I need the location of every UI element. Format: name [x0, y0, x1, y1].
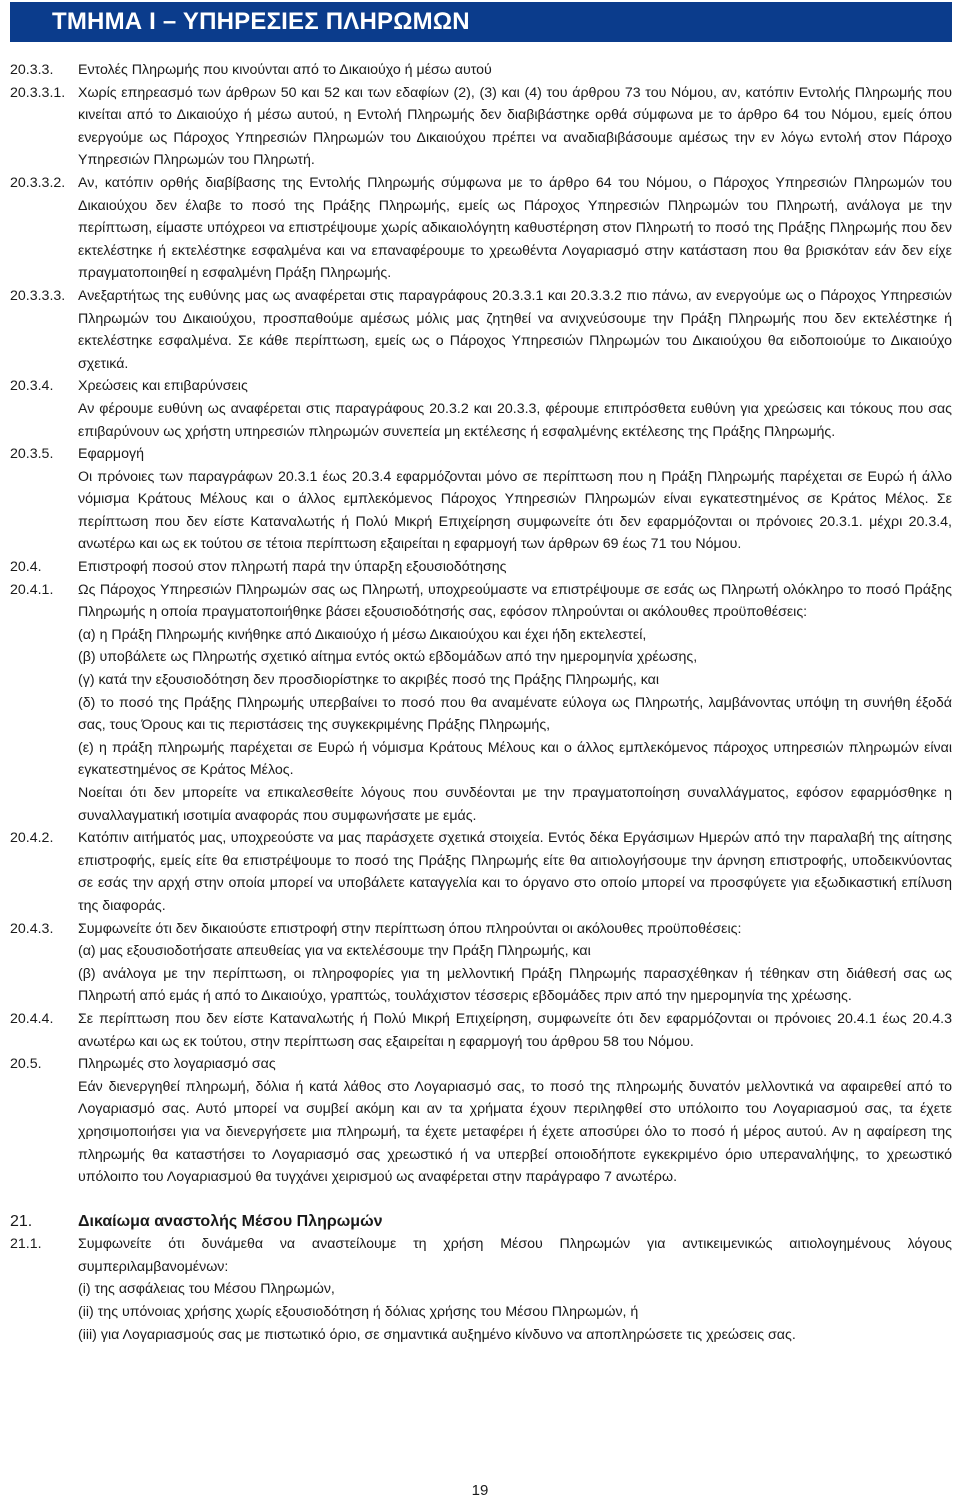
clause-text: [78, 556, 952, 579]
clause-number: 20.4.3.: [10, 920, 54, 937]
clause-paragraph: Εντολές Πληρωμής που κινούνται από το Δικαιούχο ή μέσω αυτού: [78, 62, 492, 78]
clause-paragraph: (β) υποβάλετε ως Πληρωτής σχετικό αίτημα εντός οκτώ εβδομάδων από την ημερομηνία χρέωσης,: [78, 649, 698, 666]
clause-paragraph: Ως Πάροχος Υπηρεσιών Πληρωμών σας ως Πληρωτή, υποχρεούμαστε να επιστρέψουμε σε εσάς ως Πληρωτή ολόκληρο το ποσό Πράξης Πληρωμής η οποία πραγματοποιήθηκε βάσει εξουσιοδότησής σας, εφόσον πληρούνται οι ακόλουθες προϋποθέσεις:: [78, 581, 952, 621]
section-title: ΤΜΗΜΑ Ι – ΥΠΗΡΕΣΙΕΣ ΠΛΗΡΩΜΩΝ: [52, 8, 470, 35]
clause-paragraph: (γ) κατά την εξουσιοδότηση δεν προσδιορίστηκε το ακριβές ποσό της Πράξης Πληρωμής, και: [78, 672, 659, 689]
clause-paragraph: (β) ανάλογα με την περίπτωση, οι πληροφορίες για τη μελλοντική Πράξη Πληρωμής παρασχέθηκαν ή τέθηκαν στη διάθεσή σας ως Πληρωτή από εμάς ή από το Δικαιούχο, γραπτώς, τουλάχιστον τέσσερις εβδομάδες πριν από την ημερομηνία της χρέωσης.: [78, 965, 952, 1005]
clause-paragraph: (ii) της υπόνοιας χρήσης χωρίς εξουσιοδότηση ή δόλιας χρήσης του Μέσου Πληρωμών, ή: [78, 1304, 639, 1321]
clause-number: 20.3.4.: [10, 378, 54, 395]
section-header-banner: [10, 2, 952, 42]
clause-text: [78, 172, 952, 285]
clause-paragraph: (α) η Πράξη Πληρωμής κινήθηκε από Δικαιούχο ή μέσω Δικαιούχου και έχει ήδη εκτελεστεί,: [78, 626, 647, 643]
clause: [10, 172, 952, 285]
clause-paragraph: Εάν διενεργηθεί πληρωμή, δόλια ή κατά λάθος στο Λογαριασμό σας, το ποσό της πληρωμής δυνατόν μελλοντικά να αφαιρεθεί από το Λογαριασμό σας. Αυτό μπορεί να συμβεί ακόμη και αν τα χρήματα έχουν περιληφθεί στο υπόλοιπο του Λογαριασμού σας, τα έχετε χρησιμοποιήσει για να διενεργήσετε μια πληρωμή, τα έχετε μεταφέρει ή έχετε αποσύρει όλο το ποσό ή μέρος αυτού. Αν η αφαίρεση της πληρωμής θα καταστήσει το Λογαριασμό σας χρεωστικό ή να υπερβεί οποιοδήποτε εγκεκριμένο όριο υπεραναλήψης, το χρεωστικό υπόλοιπο του Λογαριασμού θα τυγχάνει χειρισμού ως αναφέρεται στην παράγραφο 7 ανωτέρω.: [78, 1078, 952, 1186]
clause-paragraph: (i) της ασφάλειας του Μέσου Πληρωμών,: [78, 1281, 335, 1298]
clause-paragraph: Νοείται ότι δεν μπορείτε να επικαλεσθείτε λόγους που συνδέονται με την πραγματοποίηση συναλλάγματος, εφόσον εφαρμόσθηκε η συναλλαγματική ισοτιμία αναφοράς που συμφωνήσατε με εμάς.: [78, 785, 952, 824]
clause-number: 20.3.5.: [10, 446, 54, 463]
clause: [10, 1008, 952, 1053]
document-body: [10, 59, 952, 1346]
clause-paragraph: Χρεώσεις και επιβαρύνσεις: [78, 378, 248, 395]
clause-paragraph: Κατόπιν αιτήματός μας, υποχρεούστε να μας παράσχετε σχετικά στοιχεία. Εντός δέκα Εργάσιμων Ημερών από την παραλαβή της αίτησης επιστροφής, εμείς είτε θα επιστρέψουμε το ποσό της Πράξης Πληρωμής είτε θα αιτιολογήσουμε την άρνηση επιστροφής, υποδεικνύοντας σε εσάς την αρχή στην οποία μπορεί να υποβάλετε καταγγελία και το όργανο στο οποίο μπορεί να προσφύγετε για εξωδικαστική επίλυση της διαφοράς.: [78, 830, 952, 914]
section-21-heading: [10, 1211, 952, 1234]
clause: [10, 375, 952, 443]
clause: [10, 1233, 952, 1346]
clause: [10, 579, 952, 828]
clause-paragraph: (α) μας εξουσιοδοτήσατε απευθείας για να εκτελέσουμε την Πράξη Πληρωμής, και: [78, 943, 591, 960]
clause-paragraph: Οι πρόνοιες των παραγράφων 20.3.1 έως 20.3.4 εφαρμόζονται μόνο σε περίπτωση που η Πράξη Πληρωμής παρέχεται σε Ευρώ ή άλλο νόμισμα Κράτους Μέλους και ο άλλος εμπλεκόμενος Πάροχος Υπηρεσιών Πληρωμών είναι εγκατεστημένος σε Κράτος Μέλος. Σε περίπτωση που δεν είστε Καταναλωτής ή Πολύ Μικρή Επιχείρηση συμφωνείτε ότι δεν εφαρμόζονται οι πρόνοιες 20.3.1. μέχρι 20.3.4, ανωτέρω και ως εκ τούτου σε τέτοια περίπτωση εξαιρείται η εφαρμογή των άρθρων 69 έως 71 του Νόμου.: [78, 468, 952, 553]
clause-paragraph: Ανεξαρτήτως της ευθύνης μας ως αναφέρεται στις παραγράφους 20.3.3.1 και 20.3.3.2 πιο πάνω, αν ενεργούμε ως ο Πάροχος Υπηρεσιών Πληρωμών του Δικαιούχου, προσπαθούμε αμέσως μόλις μας ζητηθεί να ανιχνεύσουμε την Πράξη Πληρωμής που δεν εκτελέστηκε ή εκτελέστηκε εσφαλμένα. Σε κάθε περίπτωση, εμείς ως ο Πάροχος Υπηρεσιών Πληρωμών του Δικαιούχου θα ειδοποιούμε το Δικαιούχο σχετικά.: [78, 287, 952, 372]
clause: [10, 285, 952, 375]
section-number: 21.: [10, 1212, 33, 1230]
clause-number: 20.4.4.: [10, 1010, 54, 1027]
clause: [10, 556, 952, 579]
clause-number: 20.4.: [10, 559, 42, 576]
clause-number: 21.1.: [10, 1236, 42, 1253]
clause: [10, 827, 952, 917]
clause-paragraph: Επιστροφή ποσού στον πληρωτή παρά την ύπαρξη εξουσιοδότησης: [78, 559, 507, 576]
page-number: 19: [471, 1482, 489, 1499]
clause-paragraph: Συμφωνείτε ότι δυνάμεθα να αναστείλουμε τη χρήση Μέσου Πληρωμών για αντικειμενικώς αιτιολογημένους λόγους συμπεριλαμβανομένων:: [78, 1236, 952, 1275]
clause-text: [78, 375, 952, 443]
clause-number: 20.3.3.: [10, 62, 54, 78]
clause-text: [78, 285, 952, 375]
clause-text: [78, 1008, 952, 1053]
clause-paragraph: Αν φέρουμε ευθύνη ως αναφέρεται στις παραγράφους 20.3.2 και 20.3.3, φέρουμε επιπρόσθετα ευθύνη για χρεώσεις και τόκους που σας επιβαρύνουν ως χρήστη υπηρεσιών πληρωμών συνεπεία μη εκτέλεσης ή εσφαλμένης εκτέλεσης της Πράξης Πληρωμής.: [78, 400, 952, 440]
clause-number: 20.4.1.: [10, 581, 54, 598]
clause: [10, 82, 952, 172]
clause-paragraph: Συμφωνείτε ότι δεν δικαιούστε επιστροφή στην περίπτωση όπου πληρούνται οι ακόλουθες προϋποθέσεις:: [78, 920, 742, 937]
clause-text: [78, 918, 952, 1008]
clause-paragraph: (ε) η πράξη πληρωμής παρέχεται σε Ευρώ ή νόμισμα Κράτους Μέλους και ο άλλος εμπλεκόμενος πάροχος υπηρεσιών πληρωμών είναι εγκατεστημένος σε Κράτος Μέλος.: [78, 739, 952, 779]
clause-paragraph: (iii) για Λογαριασμούς σας με πιστωτικό όριο, σε σημαντικά αυξημένο κίνδυνο να αποπληρώσετε τις χρεώσεις σας.: [78, 1326, 796, 1343]
clause: [10, 1053, 952, 1189]
clause-paragraph: Σε περίπτωση που δεν είστε Καταναλωτής ή Πολύ Μικρή Επιχείρηση, συμφωνείτε ότι δεν εφαρμόζονται οι πρόνοιες 20.4.1 έως 20.4.3 ανωτέρω και ως εκ τούτου, στην περίπτωση σας εξαιρείται η εφαρμογή του άρθρου 58 του Νόμου.: [78, 1010, 952, 1050]
clause: [10, 59, 952, 82]
clause-number: 20.4.2.: [10, 830, 54, 847]
clause-number: 20.5.: [10, 1056, 42, 1073]
clause-number: 20.3.3.1.: [10, 84, 66, 101]
section-heading-text: Δικαίωμα αναστολής Μέσου Πληρωμών: [78, 1212, 383, 1230]
clause-number: 20.3.3.3.: [10, 287, 66, 304]
clause-paragraph: Χωρίς επηρεασμό των άρθρων 50 και 52 και των εδαφίων (2), (3) και (4) του άρθρου 73 του Νόμου, αν, κατόπιν Εντολής Πληρωμής που κινείται από το Δικαιούχο ή μέσω αυτού, η Εντολή Πληρωμής δεν διαβιβάστηκε ορθά σύμφωνα με το άρθρο 64 του Νόμου, εμείς όπου ενεργούμε ως Πάροχος Υπηρεσιών Πληρωμών του Δικαιούχου πρέπει να αναδιαβιβάσουμε αμέσως την εν λόγω εντολή στον Πάροχο Υπηρεσιών Πληρωμών του Πληρωτή.: [78, 84, 952, 169]
clause-text: [78, 443, 952, 556]
clause-text: [78, 1233, 952, 1346]
clause-text: [78, 1053, 952, 1189]
clause: [10, 918, 952, 1008]
clause-paragraph: (δ) το ποσό της Πράξης Πληρωμής υπερβαίνει το ποσό που θα αναμένατε εύλογα ως Πληρωτής, λαμβάνοντας υπόψη τη συνήθη έξοδά σας, τους Όρους και τις περιστάσεις της συγκεκριμένης Πράξης Πληρωμής,: [78, 694, 952, 734]
clause-text: [78, 82, 952, 172]
clause-paragraph: Πληρωμές στο λογαριασμό σας: [78, 1056, 276, 1073]
clause-number: 20.3.3.2.: [10, 174, 66, 191]
clause-text: [78, 827, 952, 917]
clause-text: [78, 59, 952, 82]
clause-paragraph: Αν, κατόπιν ορθής διαβίβασης της Εντολής Πληρωμής σύμφωνα με το άρθρο 64 του Νόμου, ο Πάροχος Υπηρεσιών Πληρωμών του Δικαιούχου δεν έλαβε το ποσό της Πράξης Πληρωμής, εμείς ως Πάροχος Υπηρεσιών Πληρωμών του Πληρωτή, ανάλογα με την περίπτωση, είμαστε υπόχρεοι να επιστρέψουμε χωρίς αδικαιολόγητη καθυστέρηση στον Πληρωτή το ποσό της Πράξης Πληρωμής που δεν εκτελέστηκε ή εκτελέστηκε εσφαλμένα και να επαναφέρουμε το χρεωθέντα Λογαριασμό στην κατάσταση που θα βρισκόταν εάν δεν είχε πραγματοποιηθεί η εσφαλμένη Πράξη Πληρωμής.: [78, 174, 952, 282]
clause-paragraph: Εφαρμογή: [78, 446, 144, 463]
clause: [10, 443, 952, 556]
clause-text: [78, 579, 952, 828]
